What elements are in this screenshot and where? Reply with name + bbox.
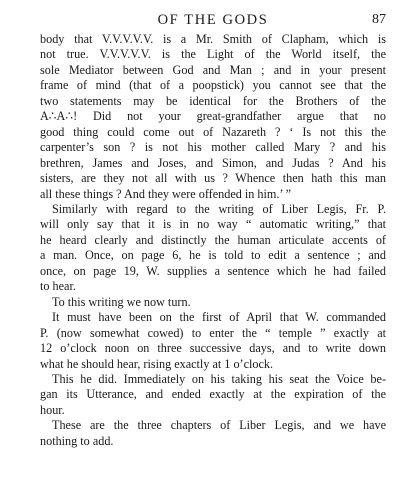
paragraph bbox=[40, 372, 386, 418]
text-line: body that V.V.V.V.V. is a Mr. Smith of Clapham, which is bbox=[40, 32, 386, 46]
text-line: gan its Utterance, and ended exactly at the expiration of the bbox=[40, 387, 386, 402]
text-line: P. (now somewhat cowed) to enter the “ temple ” exactly at bbox=[40, 325, 386, 340]
text-line: A∴A∴! Did not your great-grandfather argue that no bbox=[40, 109, 386, 124]
running-header bbox=[40, 10, 386, 32]
text-line: carpenter’s son ? is not his mother called Mary ? and his bbox=[40, 140, 386, 155]
text-line: 12 o’clock noon on three successive days, and to write down bbox=[40, 341, 386, 356]
text-line: To this writing we now turn. bbox=[52, 294, 191, 309]
text-line: good thing could come out of Nazareth ? ‘ Is not this the bbox=[40, 124, 386, 139]
text-line: hour. bbox=[40, 402, 65, 417]
text-line: Similarly with regard to the writing of Liber Legis, Fr. P. bbox=[52, 201, 386, 216]
body-text bbox=[40, 32, 386, 449]
text-line: nothing to add. bbox=[40, 433, 114, 448]
text-line: he heard clearly and distinctly the human articulate accents of bbox=[40, 232, 386, 247]
text-line: sole Mediator between God and Man ; and in your present bbox=[40, 62, 386, 77]
text-line: It must have been on the first of April that W. commanded bbox=[52, 310, 386, 325]
text-line: brethren, James and Joses, and Simon, and Judas ? And his bbox=[40, 155, 386, 170]
paragraph bbox=[40, 310, 386, 372]
text-line: These are the three chapters of Liber Legis, and we have bbox=[52, 418, 386, 433]
text-line: once, on page 19, W. supplies a sentence which he had failed bbox=[40, 263, 386, 278]
paragraph bbox=[40, 202, 386, 295]
text-line: This he did. Immediately on his taking his seat the Voice be- bbox=[52, 371, 386, 386]
paragraph bbox=[40, 418, 386, 449]
text-line: will only say that it is in no way “ automatic writing,” that bbox=[40, 217, 386, 232]
book-page bbox=[40, 10, 386, 449]
text-line: a man. Once, on page 6, he is told to edit a sentence ; and bbox=[40, 248, 386, 263]
text-line: sisters, are they not all with us ? Whence then hath this man bbox=[40, 171, 386, 186]
paragraph bbox=[40, 295, 386, 310]
text-line: what he should hear, rising exactly at 1 o’clock. bbox=[40, 356, 274, 371]
page-number: 87 bbox=[372, 12, 386, 27]
text-line: all these things ? And they were offended in him.’ ” bbox=[40, 186, 292, 201]
text-line: to hear. bbox=[40, 279, 76, 294]
text-line: two statements may be identical for the Brothers of the bbox=[40, 93, 386, 108]
paragraph bbox=[40, 32, 386, 202]
running-title: OF THE GODS bbox=[157, 12, 269, 28]
text-line: frame of mind (that of a poopstick) you cannot see that the bbox=[40, 78, 386, 93]
text-line: not true. V.V.V.V.V. is the Light of the World itself, the bbox=[40, 47, 386, 62]
